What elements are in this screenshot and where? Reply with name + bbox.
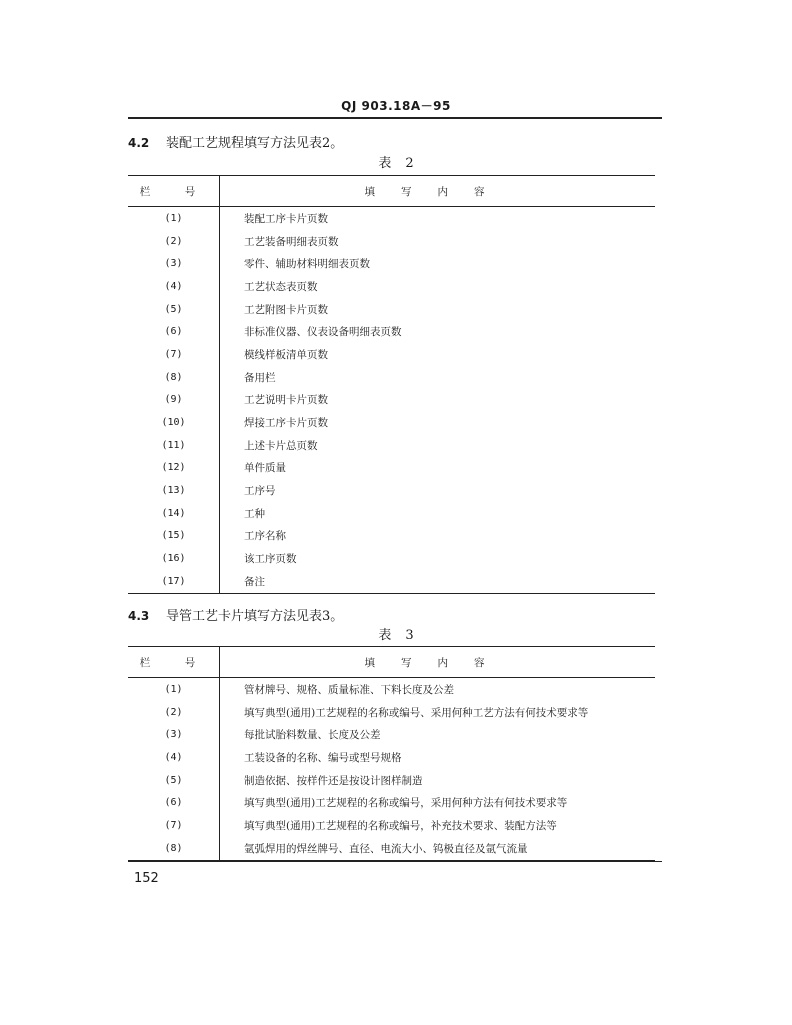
row-content: 工艺附图卡片页数 (244, 303, 328, 316)
row-content: 上述卡片总页数 (244, 439, 318, 452)
row-content: 备注 (220, 570, 656, 593)
table-2-col-num-header: 栏 号 (128, 176, 220, 207)
table-row (128, 723, 655, 746)
table-row (128, 343, 655, 366)
table-2-caption-number: 2 (405, 156, 414, 171)
row-number: (17) (128, 570, 220, 593)
row-content: 模线样板清单页数 (244, 348, 328, 361)
table-row (128, 434, 655, 457)
table-2-header-row (128, 176, 655, 207)
table-2-caption (0, 152, 792, 171)
row-number: (10) (128, 411, 220, 434)
table-3 (128, 646, 655, 861)
row-content: 焊接工序卡片页数 (244, 417, 328, 430)
row-number: (9) (128, 389, 220, 412)
section-4-2-number: 4.2 (128, 136, 150, 150)
row-number: (2) (128, 701, 220, 724)
table-3-body (128, 678, 655, 861)
row-content: 氩弧焊用的焊丝牌号、直径、电流大小、钨极直径及氩气流量 (220, 837, 656, 860)
table-row (128, 678, 655, 701)
row-number: (16) (128, 547, 220, 570)
section-4-2-text: 装配工艺规程填写方法见表2。 (166, 136, 344, 151)
row-content: 工种 (244, 507, 265, 520)
row-number: (8) (128, 366, 220, 389)
row-content: 工艺状态表页数 (244, 280, 318, 293)
row-content: 工序名称 (244, 530, 286, 543)
table-2-col-text-header: 填写内容 (220, 176, 656, 207)
header-rule (128, 117, 662, 119)
row-content: 工装设备的名称、编号或型号规格 (244, 751, 402, 764)
row-content: 该工序页数 (244, 553, 297, 566)
table-row (128, 837, 655, 860)
row-content: 填写典型(通用)工艺规程的名称或编号，补充技术要求、装配方法等 (244, 819, 557, 832)
table-row (128, 230, 655, 253)
row-content: 填写典型(通用)工艺规程的名称或编号、采用何种工艺方法有何技术要求等 (244, 706, 589, 719)
row-content: 每批试胎料数量、长度及公差 (244, 729, 381, 742)
row-number: (11) (128, 434, 220, 457)
row-content: 零件、辅助材料明细表页数 (244, 258, 370, 271)
row-content: 制造依据、按样件还是按设计图样制造 (244, 774, 423, 787)
table-2 (128, 175, 655, 594)
table-row (128, 411, 655, 434)
footer-rule (128, 861, 662, 862)
table-row (128, 275, 655, 298)
row-number: (3) (128, 252, 220, 275)
row-content: 工艺装备明细表页数 (244, 235, 339, 248)
row-number: (5) (128, 769, 220, 792)
table-row (128, 570, 655, 593)
row-number: (7) (128, 814, 220, 837)
row-number: (12) (128, 457, 220, 480)
table-2-body (128, 207, 655, 594)
table-3-caption (0, 624, 792, 643)
row-content: 备用栏 (244, 371, 276, 384)
row-number: (4) (128, 746, 220, 769)
table-row (128, 525, 655, 548)
row-content: 非标准仪器、仪表设备明细表页数 (244, 326, 402, 339)
table-row (128, 502, 655, 525)
table-2-caption-word: 表 (378, 156, 392, 171)
table-3-caption-number: 3 (405, 628, 414, 643)
table-row (128, 701, 655, 724)
row-number: (1) (128, 207, 220, 230)
row-number: (6) (128, 791, 220, 814)
row-number: (15) (128, 525, 220, 548)
table-row (128, 457, 655, 480)
table-row (128, 298, 655, 321)
row-number: (7) (128, 343, 220, 366)
table-row (128, 389, 655, 412)
row-number: (1) (128, 678, 220, 701)
section-4-3-text: 导管工艺卡片填写方法见表3。 (166, 609, 344, 624)
table-row (128, 252, 655, 275)
row-number: (13) (128, 479, 220, 502)
section-4-2-line (128, 132, 343, 151)
table-row (128, 791, 655, 814)
table-3-header-row (128, 647, 655, 678)
table-row (128, 366, 655, 389)
row-content: 管材牌号、规格、质量标准、下料长度及公差 (244, 683, 454, 696)
table-row (128, 320, 655, 343)
table-row (128, 746, 655, 769)
table-row (128, 814, 655, 837)
row-number: (5) (128, 298, 220, 321)
row-number: (6) (128, 320, 220, 343)
section-4-3-number: 4.3 (128, 609, 150, 623)
row-number: (2) (128, 230, 220, 253)
table-row (128, 207, 655, 230)
table-row (128, 479, 655, 502)
row-content: 工序号 (244, 485, 276, 498)
table-3-col-num-header: 栏 号 (128, 647, 220, 678)
row-number: (4) (128, 275, 220, 298)
section-4-3-line (128, 605, 343, 624)
row-content: 填写典型(通用)工艺规程的名称或编号，采用何种方法有何技术要求等 (244, 797, 568, 810)
row-number: (3) (128, 723, 220, 746)
table-3-col-text-header: 填写内容 (220, 647, 656, 678)
row-content: 工艺说明卡片页数 (244, 394, 328, 407)
row-content: 装配工序卡片页数 (244, 212, 328, 225)
table-row (128, 547, 655, 570)
row-number: (14) (128, 502, 220, 525)
row-number: (8) (128, 837, 220, 860)
page-number: 152 (134, 871, 159, 886)
table-row (128, 769, 655, 792)
table-3-caption-word: 表 (378, 628, 392, 643)
standard-code: QJ 903.18A－95 (341, 99, 451, 113)
row-content: 单件质量 (244, 462, 286, 475)
